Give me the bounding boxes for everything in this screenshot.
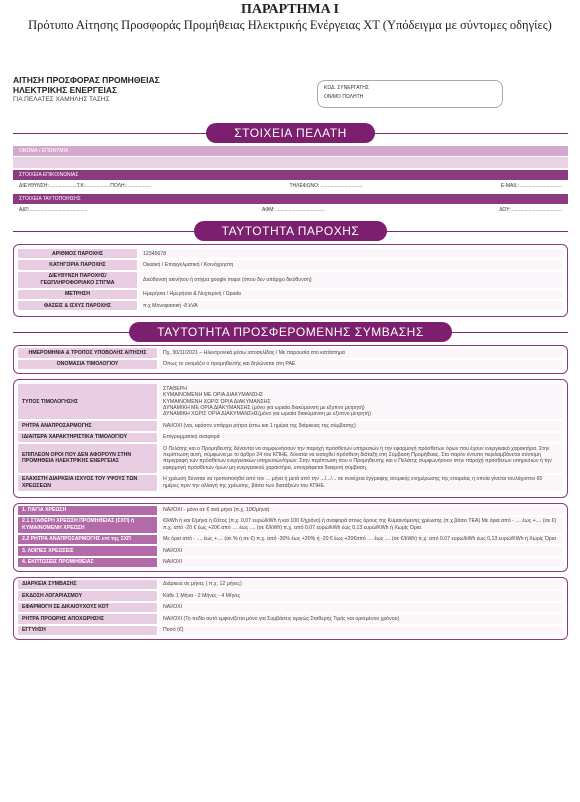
contract-top-panel [13,345,568,374]
row-label: ΕΚΔΟΣΗ ΛΟΓΑΡΙΑΣΜΟΥ [18,590,158,601]
application-form [13,72,568,640]
row-label: 1. ΠΑΓΙΑ ΧΡΕΩΣΗ [18,506,158,516]
form-header [13,72,568,120]
seller-name-label: ΟΝ/ΜΟ ΠΩΛΗΤΗ [324,94,364,100]
address-field[interactable]: ΔΙΕΥΘΥΝΣΗ:....................Τ.Κ:..................ΠΟΛΗ:.................. [19,183,152,189]
row-value[interactable]: Διάρκεια σε μήνες ( π.χ. 12 μήνες) [158,580,563,590]
contact-label: ΣΤΟΙΧΕΙΑ ΕΠΙΚΟΙΝΩΝΙΑΣ [13,170,568,180]
doy-field[interactable]: ΔΟΥ: .................................... [499,207,562,213]
table-row [18,516,563,534]
supply-table [18,249,563,312]
adt-field[interactable]: ΑΔΤ:.......................................... [19,207,88,213]
row-value[interactable]: ΝΑΙ/ΟΧΙ [158,557,563,568]
contract-top-table [18,348,563,371]
email-field[interactable]: E-MAIL: .............................. [500,183,562,189]
form-heading-line3: ΓΙΑ ΠΕΛΑΤΕΣ ΧΑΜΗΛΗΣ ΤΑΣΗΣ [13,96,110,103]
document-title: ΠΑΡΑΡΤΗΜΑ Ι [241,2,339,17]
afm-field[interactable]: ΑΦΜ: ................................... [262,207,325,213]
table-row [18,545,563,556]
table-row [18,557,563,568]
row-value[interactable]: Κάθε 1 Μήνα - 2 Μήνες - 4 Μήνες [158,590,563,601]
name-input-line[interactable] [13,157,568,168]
row-value[interactable]: ΝΑΙ/ΟΧΙ [158,545,563,556]
row-label: ΟΝΟΜΑΣΙΑ ΤΙΜΟΛΟΓΙΟΥ [18,359,158,370]
name-field[interactable]: ΟΝΟΜΑ / ΕΠΩΝΥΜΙΑ [13,146,568,156]
row-value[interactable]: €/kWh ή και €/μήνα ή €/έτος (π.χ. 0,07 ευρώ/kWh ή και 100 €/χρόνο) ή αναφορά στους όρους της Κυμαινόμενης χρέωσης (π.χ βάσει ΤΕΑ) Με όρια από - .... έως +.... (σε €) π.χ. από -20 € έως +20€ από .... έως .... (σε €/kWh) π.χ. από 0,07 ευρώ/kWh έως 0,13 ευρώ/KWh ή Χωρίς Όρια [158,516,563,534]
customer-section-title [13,122,568,144]
supply-section-title [13,220,568,242]
row-value[interactable]: ΝΑΙ/ΟΧΙ [158,602,563,613]
table-row [18,300,563,311]
contract-title: ΤΑΥΤΟΤΗΤΑ ΠΡΟΣΦΕΡΟΜΕΝΗΣ ΣΥΜΒΑΣΗΣ [129,322,451,342]
table-row [18,506,563,516]
table-row [18,534,563,545]
contract-bottom-panel [13,577,568,640]
form-heading-line2: ΗΛΕΚΤΡΙΚΗΣ ΕΝΕΡΓΕΙΑΣ [13,84,118,95]
row-value[interactable]: Όπως το ονομάζει ο προμηθευτής και δηλώνεται στη ΡΑΕ [158,359,563,370]
form-heading-line1: ΑΙΤΗΣΗ ΠΡΟΣΦΟΡΑΣ ΠΡΟΜΗΘΕΙΑΣ [13,75,160,85]
row-label: ΕΓΓΥΗΣΗ [18,625,158,636]
table-row [18,602,563,613]
row-label: ΕΠΙΠΛΕΟΝ ΟΡΟΙ ΠΟΥ ΔΕΝ ΑΦΟΡΟΥΝ ΣΤΗΝ ΠΡΟΜΗΘΕΙΑ ΗΛΕΚΤΡΙΚΗΣ ΕΝΕΡΓΕΙΑΣ [18,443,158,474]
row-label: ΡΗΤΡΑ ΠΡΟΩΡΗΣ ΑΠΟΧΩΡΗΣΗΣ [18,613,158,624]
charges-panel [13,503,568,572]
row-label: ΔΙΕΥΘΥΝΣΗ ΠΑΡΟΧΗΣ/ ΓΕΩΠΛΗΡΟΦΟΡΙΑΚΟ ΣΤΙΓΜΑ [18,271,138,289]
row-value[interactable]: ΝΑΙ/ΟΧΙ (Το πεδίο αυτό εμφανίζεται μόνο για Συμβάσεις αμιγώς Σταθερής Τιμής και ορισμένου χρόνου) [158,613,563,624]
contract-detail-panel [13,379,568,497]
table-row [18,590,563,601]
table-row [18,348,563,358]
row-value[interactable]: Ημερήσια / Ημερήσια & Νυχτερινή / Ωριαία [138,289,563,300]
table-row [18,259,563,270]
row-value[interactable]: π.χ Μονοφασική -8 kVA [138,300,563,311]
row-label: 2.1 ΣΤΑΘΕΡΗ ΧΡΕΩΣΗ ΠΡΟΜΗΘΕΙΑΣ (ΣΧΠ) ή ΚΥΜΑΙΝΟΜΕΝΗ ΧΡΕΩΣΗ [18,516,158,534]
row-label: ΗΜΕΡΟΜΗΝΙΑ & ΤΡΟΠΟΣ ΥΠΟΒΟΛΗΣ ΑΙΤΗΣΗΣ [18,348,158,358]
row-label: ΕΦΑΡΜΟΓΗ ΣΕ ΔΙΚΑΙΟΥΧΟΥΣ ΚΟΤ [18,602,158,613]
row-value[interactable]: Πχ. 30/11/2021 – Ηλεκτρονικά μέσω ιστοσελίδας / Με παρουσία στο κατάστημα [158,348,563,358]
row-value[interactable]: ΝΑΙ/ΟΧΙ - μόνο σε € ανά μήνα (π.χ. 10€/μήνα) [158,506,563,516]
partner-code-label: ΚΩΔ. ΣΥΝΕΡΓΑΤΗΣ [324,85,369,91]
row-value[interactable]: Επιγραμματική αναφορά [158,432,563,443]
row-label: ΑΡΙΘΜΟΣ ΠΑΡΟΧΗΣ [18,249,138,259]
table-row [18,432,563,443]
contract-bottom-table [18,580,563,637]
row-label: ΡΗΤΡΑ ΑΝΑΠΡΟΣΑΡΜΟΓΗΣ [18,420,158,431]
contact-line[interactable] [13,180,568,192]
table-row [18,580,563,590]
phone-field[interactable]: ΤΗΛΕΦΩΝΟ: .............................. [289,183,363,189]
table-row [18,420,563,431]
partner-code-box[interactable] [317,80,503,108]
table-row [18,359,563,370]
row-value[interactable]: Ποσό (€) [158,625,563,636]
row-value[interactable]: Οικιακή / Επαγγελματική / Κοινόχρηστη [138,259,563,270]
id-line[interactable] [13,204,568,216]
row-label: ΜΕΤΡΗΣΗ [18,289,138,300]
row-value[interactable]: Η χρέωση δύναται να τροποποιηθεί από τον ... μήνα ή μετά από την .../.../... σε συνέχεια έγγραφης ατομικής ενημέρωσης της εταιρείας η οποία γίνεται τουλάχιστον 60 ημέρες πριν την αλλαγή της χρέωσης, βάσει των διατάξεων του ΚΠΗΕ. [158,474,563,492]
row-label: ΔΙΑΡΚΕΙΑ ΣΥΜΒΑΣΗΣ [18,580,158,590]
row-label: 3. ΛΟΙΠΕΣ ΧΡΕΩΣΕΙΣ [18,545,158,556]
row-value[interactable]: Διεύθυνση ακινήτου ή στίγμα google maps (όπου δεν υπάρχει διεύθυνση) [138,271,563,289]
row-value[interactable]: ΝΑΙ/ΟΧΙ (ναι, εφόσον υπάρχει ρήτρα έστω και 1 ημέρα της διάρκειας της σύμβασης) [158,420,563,431]
table-row [18,625,563,636]
charges-table [18,506,563,569]
supply-title: ΤΑΥΤΟΤΗΤΑ ΠΑΡΟΧΗΣ [194,221,388,241]
customer-title: ΣΤΟΙΧΕΙΑ ΠΕΛΑΤΗ [206,123,375,143]
row-value[interactable]: Με όρια από - .... έως +.... (σε % ή σε €) π.χ. από -30% έως +30% ή -20 € έως +20€από .... έως .... (σε €/kWh) π.χ. από 0,07 ευρώ/kWh έως 0,13 ευρώ/KWh ή Χωρίς Όρια [158,534,563,545]
supply-panel [13,244,568,317]
row-value[interactable]: Ο Πελάτης και ο Προμηθευτής δύνανται να συμφωνήσουν την παροχή πρόσθετων υπηρεσιών ή την εφαρμογή πρόσθετων όρων που έχουν ενεργειακό χαρακτήρα. Στην περίπτωση αυτή, σύμφωνα με το άρθρο 24 του ΚΠΗΕ, δύναται να εισαχθεί πρόσθετη διάταξη στη Σύμβαση Προμήθειας. Στο παρόν έντυπο περιλαμβάνεται σύντομη περιγραφή των πρόσθετων ενεργειακών υπηρεσιών/όρων. Στην περίπτωση που ο Προμηθευτής και ο Πελάτης συμφωνήσουν στην παροχή πρόσθετων υπηρεσιών ή την εφαρμογή πρόσθετων όρων μη-ενεργειακού χαρακτήρα, υπογράφεται διακριτή σύμβαση. [158,443,563,474]
row-value[interactable]: 12345678 [138,249,563,259]
row-label: 4. ΕΚΠΤΩΣΕΙΣ ΠΡΟΜΗΘΕΙΑΣ [18,557,158,568]
table-row [18,474,563,492]
table-row [18,384,563,420]
table-row [18,249,563,259]
form-heading [13,76,160,105]
table-row [18,613,563,624]
row-label: 2.2 ΡΗΤΡΑ ΑΝΑΠΡΟΣΑΡΜΟΓΗΣ επί της ΣΧΠ [18,534,158,545]
row-label: ΤΥΠΟΣ ΤΙΜΟΛΟΓΗΣΗΣ [18,384,158,420]
row-label: ΕΛΑΧΙΣΤΗ ΔΙΑΡΚΕΙΑ ΙΣΧΥΟΣ ΤΟΥ ΥΨΟΥΣ ΤΩΝ ΧΡΕΩΣΕΩΝ [18,474,158,492]
contract-section-title [13,321,568,343]
row-label: ΙΔΙΑΙΤΕΡΑ ΧΑΡΑΚΤΗΡΙΣΤΙΚΑ ΤΙΜΟΛΟΓΙΟΥ [18,432,158,443]
document-subtitle: Πρότυπο Αίτησης Προσφοράς Προμήθειας Ηλεκτρικής Ενέργειας ΧΤ (Υπόδειγμα με σύντομες οδηγίες) [28,18,552,32]
table-row [18,289,563,300]
row-value[interactable]: ΣΤΑΘΕΡΗ ΚΥΜΑΙΝΟΜΕΝΗ ΜΕ ΟΡΙΑ ΔΙΑΚΥΜΑΝΣΗΣ ΚΥΜΑΙΝΟΜΕΝΗ ΧΩΡΙΣ ΟΡΙΑ ΔΙΑΚΥΜΑΝΣΗΣ ΔΥΝΑΜΙΚΗ ΜΕ ΟΡΙΑ ΔΙΑΚΥΜΑΝΣΗΣ (μόνο για ωριαία διακύμανση με εξυπνο μετρητή) ΔΥΝΑΜΙΚΗ ΧΩΡΙΣ ΟΡΙΑ ΔΙΑΚΥΜΑΝΣΗΣ(μόνο για ωριαία διακύμανση με εξυπνο μετρητή) [158,384,563,420]
table-row [18,271,563,289]
table-row [18,443,563,474]
id-label: ΣΤΟΙΧΕΙΑ ΤΑΥΤΟΠΟΙΗΣΗΣ [13,194,568,204]
row-label: ΚΑΤΗΓΟΡΙΑ ΠΑΡΟΧΗΣ [18,259,138,270]
contract-detail-table [18,384,563,492]
row-label: ΦΑΣΕΙΣ & ΙΣΧΥΣ ΠΑΡΟΧΗΣ [18,300,138,311]
